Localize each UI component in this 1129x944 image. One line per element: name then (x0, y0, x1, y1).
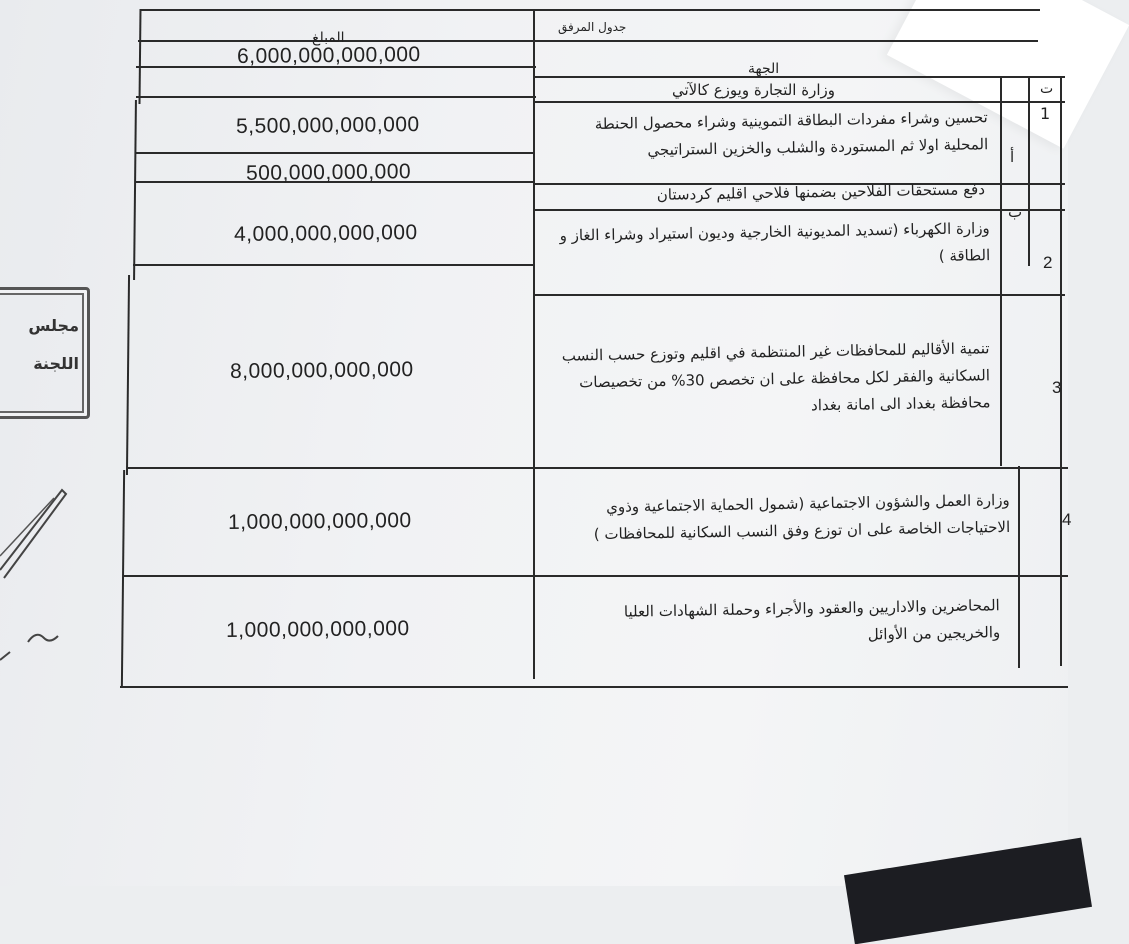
official-stamp (0, 287, 90, 419)
table-rule (121, 470, 125, 688)
table-rule (124, 575, 1068, 577)
table-rule (120, 686, 1068, 688)
table-rule (533, 101, 1065, 103)
index-column-header: ت (1040, 81, 1054, 97)
amount-cell: 4,000,000,000,000 (233, 221, 418, 246)
index-cell: ب (1008, 203, 1023, 221)
entity-cell: المحاضرين والاداريين والعقود والأجراء وحملة الشهادات العليا والخريجين من الأوائل (623, 596, 1001, 644)
table-rule (140, 9, 1040, 11)
table-rule (533, 9, 535, 679)
stamp-text: مجلس (28, 316, 79, 335)
amount-cell: 500,000,000,000 (245, 160, 412, 185)
entity-cell: وزارة العمل والشؤون الاجتماعية (شمول الحماية الاجتماعية وذوي الاحتياجات الخاصة على ان توزع وفق النسب السكانية للمحافظات ) (593, 490, 1011, 544)
table-rule (533, 76, 1065, 78)
amount-cell: 1,000,000,000,000 (225, 617, 410, 642)
table-rule (139, 9, 142, 104)
entity-cell: دفع مستحقات الفلاحين بضمنها فلاحي اقليم كردستان (656, 180, 986, 204)
table-rule (133, 100, 137, 280)
index-cell: 1 (1040, 104, 1051, 123)
entity-column-header: الجهة (748, 61, 780, 77)
index-cell: 3 (1052, 378, 1062, 397)
amount-cell: 8,000,000,000,000 (229, 358, 414, 383)
table-rule (1018, 466, 1020, 668)
amount-column-header: المبلغ (312, 30, 345, 46)
table-rule (1060, 76, 1062, 666)
index-cell: 4 (1062, 510, 1072, 529)
table-rule (135, 152, 535, 154)
index-cell: أ (1010, 148, 1015, 166)
table-rule (133, 264, 533, 266)
index-cell: 2 (1043, 253, 1053, 272)
amount-cell: 6,000,000,000,000 (236, 43, 421, 68)
table-caption: جدول المرفق (558, 20, 627, 34)
table-rule (138, 40, 1038, 42)
table-rule (1028, 76, 1030, 266)
entity-cell: تنمية الأقاليم للمحافظات غير المنتظمة في اقليم وتوزع حسب النسب السكانية والفقر لكل محافظة على ان تخصص 30% من تخصيصات محافظة بغداد الى امانة بغداد (561, 339, 991, 415)
stamp-text: اللجنة (33, 354, 79, 373)
signature-mark (0, 480, 90, 700)
entity-cell: وزارة التجارة ويوزع كالآتي (672, 81, 835, 99)
table-rule (136, 96, 536, 98)
entity-cell: وزارة الكهرباء (تسديد المديونية الخارجية وديون استيراد وشراء الغاز و الطاقة ) (559, 219, 991, 266)
entity-cell: تحسين وشراء مفردات البطاقة التموينية وشراء محصول الحنطة المحلية اولا ثم المستوردة والشلب والخزين الستراتيجي (594, 108, 989, 160)
amount-cell: 5,500,000,000,000 (235, 113, 420, 138)
amount-cell: 1,000,000,000,000 (227, 509, 412, 534)
table-rule (1000, 76, 1002, 466)
table-rule (533, 294, 1065, 296)
table-rule (126, 275, 130, 475)
table-rule (128, 467, 1068, 469)
